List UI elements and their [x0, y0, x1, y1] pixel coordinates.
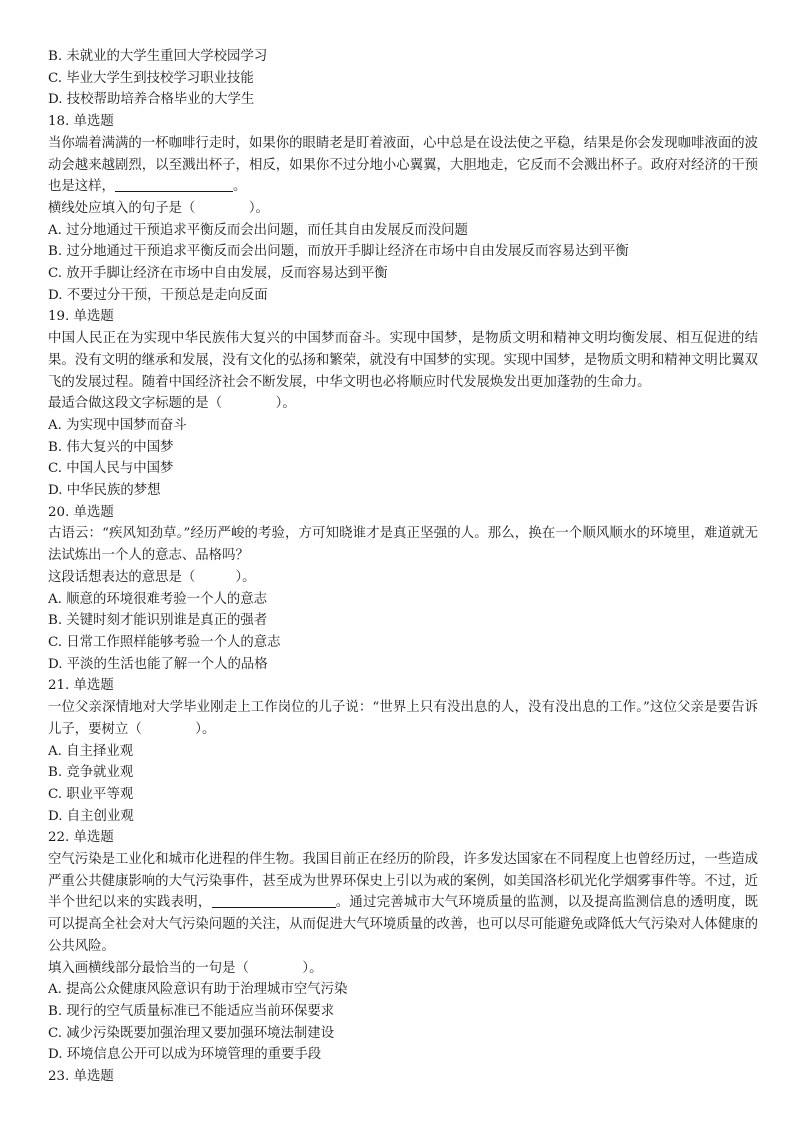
q21-option-a[interactable]: A. 自主择业观	[48, 743, 134, 759]
q18-option-a[interactable]: A. 过分地通过干预追求平衡反而会出问题，而任其自由发展反而没问题	[48, 222, 468, 238]
q19-option-a[interactable]: A. 为实现中国梦而奋斗	[48, 417, 187, 433]
q22-answer-blank	[212, 892, 336, 908]
q22-passage-text: 空气污染是工业化和城市化进程的伴生物。我国目前正在经历的阶段，许多发达国家在不同程度上也曾经历过，一些造成严重公共健康影响的大气污染事件，甚至成为世界环保史上引以为戒的案例，如美国洛杉矶光化学烟雾事件等。不过，近半个世纪以来的实践表明，	[48, 852, 758, 911]
q19-option-b[interactable]: B. 伟大复兴的中国梦	[48, 439, 174, 455]
q20-option-a[interactable]: A. 顺意的环境很难考验一个人的意志	[48, 591, 268, 607]
q22-number: 22. 单选题	[48, 830, 114, 846]
q22-option-c[interactable]: C. 减少污染既要加强治理又要加强环境法制建设	[48, 1025, 335, 1041]
q18-number: 18. 单选题	[48, 114, 114, 130]
q18-passage-text: 当你端着满满的一杯咖啡行走时，如果你的眼睛老是盯着液面，心中总是在设法使之平稳，结果是你会发现咖啡液面的波动会越来越剧烈，以至溅出杯子，相反，如果你不过分地小心翼翼，大胆地走，它反而不会溅出杯子。政府对经济的干预也是这样，	[48, 135, 758, 195]
q18-question: 横线处应填入的句子是（ ）。	[48, 200, 269, 216]
q17-option-b[interactable]: B. 未就业的大学生重回大学校园学习	[48, 49, 268, 64]
q17-option-d[interactable]: D. 技校帮助培养合格毕业的大学生	[48, 92, 255, 108]
q22-passage	[48, 849, 758, 958]
question-22	[48, 827, 758, 1066]
q18-option-c[interactable]: C. 放开手脚让经济在市场中自由发展，反而容易达到平衡	[48, 266, 388, 282]
q18-answer-blank	[115, 176, 233, 192]
question-17-options	[48, 46, 758, 111]
q22-passage-rest: 。通过完善城市大气环境质量的监测，以及提高监测信息的透明度，既可以提高全社会对大气污染问题的关注，从而促进大气环境质量的改善，也可以尽可能避免或降低大气污染对人体健康的公共风险。	[48, 895, 759, 954]
q22-option-a[interactable]: A. 提高公众健康风险意识有助于治理城市空气污染	[48, 982, 348, 998]
q20-passage: 古语云：“疾风知劲草。”经历严峻的考验，方可知晓谁才是真正坚强的人。那么，换在一个顺风顺水的环境里，难道就无法试炼出一个人的意志、品格吗？	[48, 526, 758, 564]
q20-option-d[interactable]: D. 平淡的生活也能了解一个人的品格	[48, 656, 268, 672]
q21-option-b[interactable]: B. 竞争就业观	[48, 765, 134, 781]
question-21	[48, 675, 758, 827]
q18-option-d[interactable]: D. 不要过分干预，干预总是走向反面	[48, 287, 268, 303]
q19-option-d[interactable]: D. 中华民族的梦想	[48, 483, 161, 499]
question-18	[48, 111, 758, 306]
question-23	[48, 1066, 758, 1088]
q22-option-b[interactable]: B. 现行的空气质量标准已不能适应当前环保要求	[48, 1003, 335, 1019]
q20-option-c[interactable]: C. 日常工作照样能够考验一个人的意志	[48, 634, 281, 650]
q20-option-b[interactable]: B. 关键时刻才能识别谁是真正的强者	[48, 613, 268, 629]
q21-option-d[interactable]: D. 自主创业观	[48, 808, 134, 824]
q19-passage: 中国人民正在为实现中华民族伟大复兴的中国梦而奋斗。实现中国梦，是物质文明和精神文明均衡发展、相互促进的结果。没有文明的继承和发展，没有文化的弘扬和繁荣，就没有中国梦的实现。实现中国梦，是物质文明和精神文明比翼双飞的发展过程。随着中国经济社会不断发展，中华文明也必将顺应时代发展焕发出更加蓬勃的生命力。	[48, 331, 758, 390]
question-19	[48, 306, 758, 501]
q18-passage	[48, 133, 758, 198]
q21-option-c[interactable]: C. 职业平等观	[48, 786, 134, 802]
q19-option-c[interactable]: C. 中国人民与中国梦	[48, 461, 174, 477]
q21-passage: 一位父亲深情地对大学毕业刚走上工作岗位的儿子说：“世界上只有没出息的人，没有没出息的工作。”这位父亲是要告诉儿子，要树立（ ）。	[48, 700, 758, 737]
q22-option-d[interactable]: D. 环境信息公开可以成为环境管理的重要手段	[48, 1047, 322, 1063]
q21-number: 21. 单选题	[48, 678, 114, 694]
q17-option-c[interactable]: C. 毕业大学生到技校学习职业技能	[48, 70, 254, 86]
q19-question: 最适合做这段文字标题的是（ ）。	[48, 396, 296, 412]
question-20	[48, 502, 758, 676]
q18-passage-end: 。	[232, 179, 247, 195]
q22-question: 填入画横线部分最恰当的一句是（ ）。	[48, 960, 323, 976]
q20-question: 这段话想表达的意思是（ ）。	[48, 569, 256, 585]
q20-number: 20. 单选题	[48, 504, 114, 520]
document-page	[48, 46, 758, 1088]
q18-option-b[interactable]: B. 过分地通过干预追求平衡反而会出问题，而放开手脚让经济在市场中自由发展反而容易达到平衡	[48, 244, 629, 260]
q23-number: 23. 单选题	[48, 1069, 114, 1085]
q19-number: 19. 单选题	[48, 309, 114, 325]
